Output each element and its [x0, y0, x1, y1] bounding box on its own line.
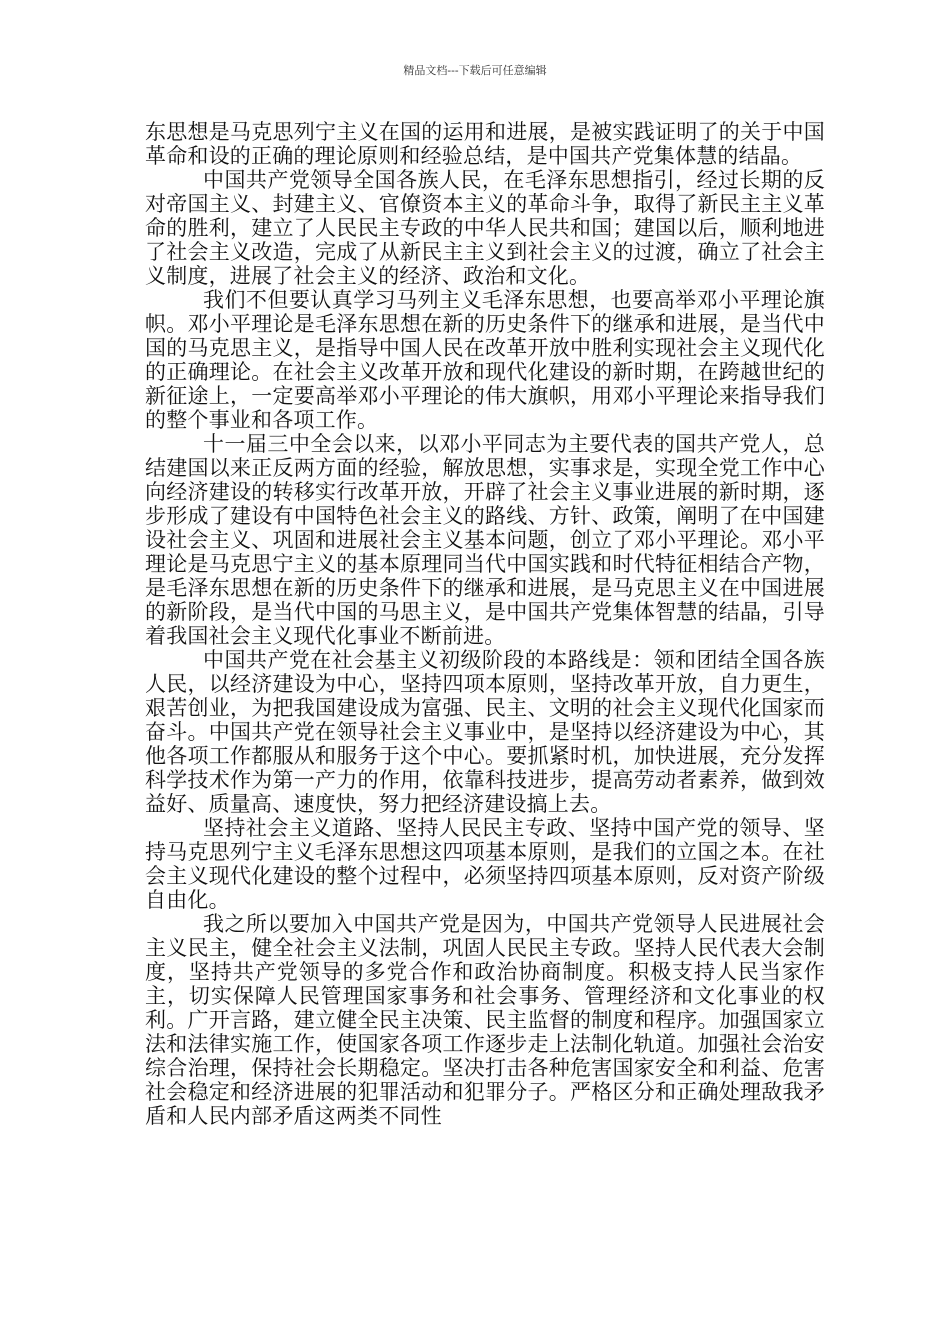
paragraph: 我之所以要加入中国共产党是因为，中国共产党领导人民进展社会主义民主，健全社会主义法制，巩固人民民主专政。坚持人民代表大会制度，坚持共产党领导的多党合作和政治协商制度。积极支持人民当家作主，切实保障人民管理国家事务和社会事务、管理经济和文化事业的权利。广开言路，建立健全民主决策、民主监督的制度和程序。加强国家立法和法律实施工作，使国家各项工作逐步走上法制化轨道。加强社会治安综合治理，保持社会长期稳定。坚决打击各种危害国家安全和利益、危害社会稳定和经济进展的犯罪活动和犯罪分子。严格区分和正确处理敌我矛盾和人民内部矛盾这两类不同性	[145, 912, 825, 1128]
paragraph: 十一届三中全会以来，以邓小平同志为主要代表的国共产党人，总结建国以来正反两方面的经验，解放思想，实事求是，实现全党工作中心向经济建设的转移实行改革开放，开辟了社会主义事业进展的新时期，逐步形成了建设有中国特色社会主义的路线、方针、政策，阐明了在中国建设社会主义、巩固和进展社会主义基本问题，创立了邓小平理论。邓小平理论是马克思宁主义的基本原理同当代中国实践和时代特征相结合产物，是毛泽东思想在新的历史条件下的继承和进展，是马克思主义在中国进展的新阶段，是当代中国的马思主义，是中国共产党集体智慧的结晶，引导着我国社会主义现代化事业不断前进。	[145, 432, 825, 648]
paragraph: 东思想是马克思列宁主义在国的运用和进展，是被实践证明了的关于中国革命和设的正确的理论原则和经验总结，是中国共产党集体慧的结晶。	[145, 120, 825, 168]
paragraph: 我们不但要认真学习马列主义毛泽东思想，也要高举邓小平理论旗帜。邓小平理论是毛泽东思想在新的历史条件下的继承和进展，是当代中国的马克思主义，是指导中国人民在改革开放中胜利实现社会主义现代化的正确理论。在社会主义改革开放和现代化建设的新时期，在跨越世纪的新征途上，一定要高举邓小平理论的伟大旗帜，用邓小平理论来指导我们的整个事业和各项工作。	[145, 288, 825, 432]
paragraph: 中国共产党在社会基主义初级阶段的本路线是：领和团结全国各族人民，以经济建设为中心，坚持四项本原则，坚持改革开放，自力更生，艰苦创业，为把我国建设成为富强、民主、文明的社会主义现代化国家而奋斗。中国共产党在领导社会主义事业中，是坚持以经济建设为中心，其他各项工作都服从和服务于这个中心。要抓紧时机，加快进展，充分发挥科学技术作为第一产力的作用，依靠科技进步，提高劳动者素养，做到效益好、质量高、速度快，努力把经济建设搞上去。	[145, 648, 825, 816]
paragraph: 中国共产党领导全国各族人民，在毛泽东思想指引，经过长期的反对帝国主义、封建主义、官僚资本主义的革命斗争，取得了新民主主义革命的胜利，建立了人民民主专政的中华人民共和国；建国以后，顺利地进了社会主义改造，完成了从新民主主义到社会主义的过渡，确立了社会主义制度，进展了社会主义的经济、政治和文化。	[145, 168, 825, 288]
page-header: 精品文档---下载后可任意编辑	[403, 64, 547, 77]
document-body	[145, 120, 825, 1128]
paragraph: 坚持社会主义道路、坚持人民民主专政、坚持中国产党的领导、坚持马克思列宁主义毛泽东思想这四项基本原则，是我们的立国之本。在社会主义现代化建设的整个过程中，必须坚持四项基本原则，反对资产阶级自由化。	[145, 816, 825, 912]
